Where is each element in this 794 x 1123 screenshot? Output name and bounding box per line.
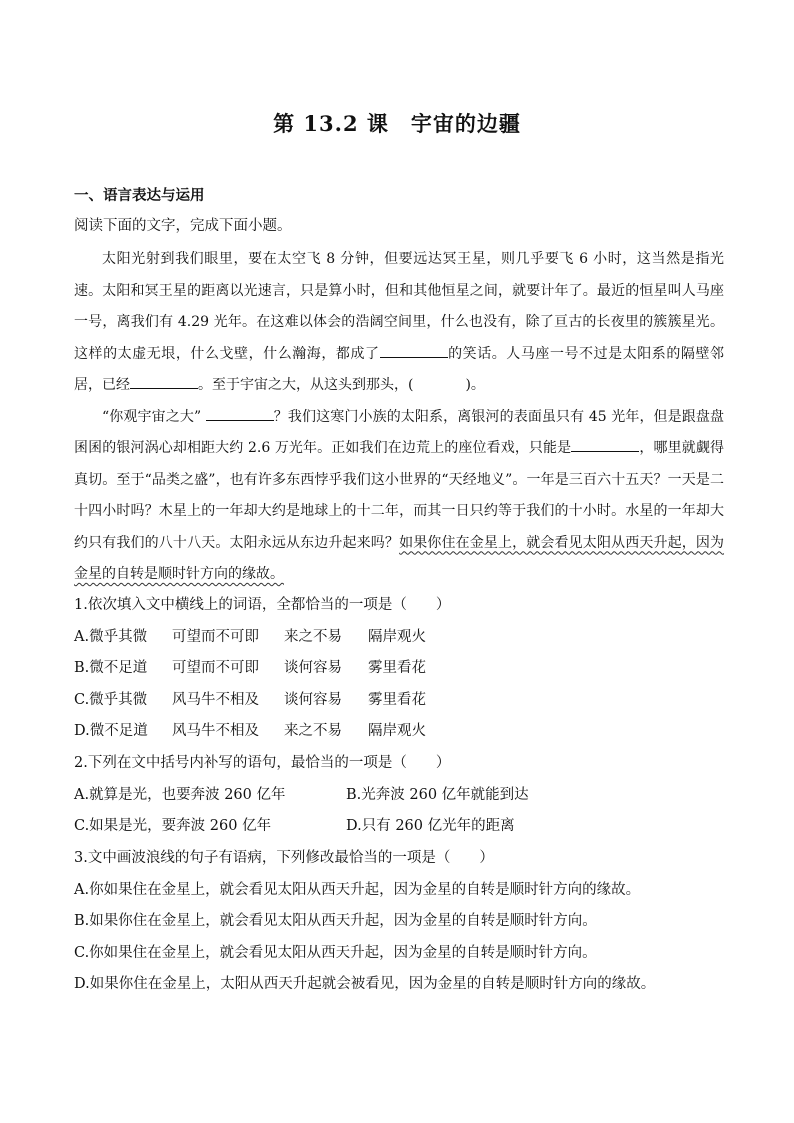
question-2 [74,748,734,843]
option-cell: 风马牛不相及 [172,691,259,708]
option-d: D.如果你住在金星上，太阳从西天升起就会被看见，因为金星的自转是顺时针方向的缘故。 [74,976,656,992]
option-d [74,716,734,748]
question-stem: 3.文中画波浪线的句子有语病，下列修改最恰当的一项是（ ） [74,850,494,866]
option-cell: 谈何容易 [284,660,342,676]
option-cell: 来之不易 [284,723,342,739]
question-1 [74,590,734,748]
options-row-cd [74,811,734,843]
passage-text: )。 [465,377,485,393]
passage-text: 。至于宇宙之大，从这头到那头，( [198,377,414,393]
option-cell: D.微不足道 [74,723,148,739]
question-stem: 2.下列在文中括号内补写的语句，最恰当的一项是（ ） [74,755,451,771]
question-stem: 1.依次填入文中横线上的词语，全都恰当的一项是（ ） [74,597,451,613]
page-title: 第 13.2 课 宇宙的边疆 [273,111,521,136]
option-a: A.就算是光，也要奔波 260 亿年 [74,786,286,803]
option-a [74,622,734,654]
option-cell: 雾里看花 [368,660,426,676]
option-c [74,685,734,717]
passage-text: ？我们这寒门小族的太阳系，离银河的表面虽只有 45 光年，但是跟盘盘囷囷的银河涡心却相距大约 2.6 万光年。正如我们在边荒上的座位看戏，只能是 [74,408,725,456]
option-c: C.你如果住在金星上，就会看见太阳从西天升起，因为金星的自转是顺时针方向。 [74,944,597,961]
fill-blank-3 [206,406,274,421]
reading-passage [74,244,724,591]
passage-text: 的笑话。人马座一号不过是太阳系的隔壁邻居，已经 [74,345,725,393]
option-b [74,653,734,685]
option-d: D.只有 260 亿光年的距离 [346,818,515,834]
option-cell: 雾里看花 [368,691,426,708]
option-cell: C.微乎其微 [74,691,148,708]
passage-text: “你观宇宙之大” [102,408,202,425]
passage-text: 太阳光射到我们眼里，要在太空飞 8 分钟，但要远达冥王星，则几乎要飞 6 小时，这当然是指光速。太阳和冥王星的距离以光速言，只是算小时，但和其他恒星之间，就要计年了。最近的恒星叫人马座一号，离我们有 4.29 光年。在这难以体会的浩阔空间里，什么也没有，除了亘古的长夜里的簇簇星光。这样的太虚无垠，什么戈壁，什么瀚海，都成了 [74,251,724,362]
instructions: 阅读下面的文字，完成下面小题。 [74,218,292,234]
section-heading: 一、语言表达与运用 [74,187,205,204]
option-cell: 来之不易 [284,628,342,645]
option-b: B.如果你住在金星上，就会看见太阳从西天升起，因为金星的自转是顺时针方向。 [74,913,597,929]
option-c: C.如果是光，要奔波 260 亿年 [74,818,272,834]
wavy-underlined-sentence: 如果你住在金星上，就会看见太阳从西天升起，因为金星的自转是顺时针方向的缘故。 [74,534,725,582]
passage-paragraph-2 [74,402,724,591]
option-cell: 谈何容易 [284,691,342,708]
option-b: B.光奔波 260 亿年就能到达 [346,786,529,803]
option-cell: A.微乎其微 [74,628,148,645]
fill-blank-4 [571,437,639,452]
option-cell: 隔岸观火 [368,723,426,739]
option-cell: B.微不足道 [74,660,148,676]
passage-text: ，哪里就觑得真切。至于“品类之盛”，也有许多东西悖乎我们这小世界的“天经地义”。一年是三百六十五天？一天是二十四小时吗？木星上的一年却大约是地球上的十二年，而其一日只约等于我们的十小时。水星的一年却大约只有我们的八十八天。太阳永远从东边升起来吗？ [74,440,725,551]
option-cell: 隔岸观火 [368,628,426,645]
option-a: A.你如果住在金星上，就会看见太阳从西天升起，因为金星的自转是顺时针方向的缘故。 [74,881,641,898]
options-row-ab [74,780,734,812]
passage-paragraph-1 [74,244,724,402]
fill-blank-2 [130,374,198,389]
question-3 [74,843,734,1001]
option-cell: 可望而不可即 [172,628,259,645]
option-cell: 可望而不可即 [172,660,259,676]
option-cell: 风马牛不相及 [172,723,259,739]
fill-blank-1 [380,343,448,358]
